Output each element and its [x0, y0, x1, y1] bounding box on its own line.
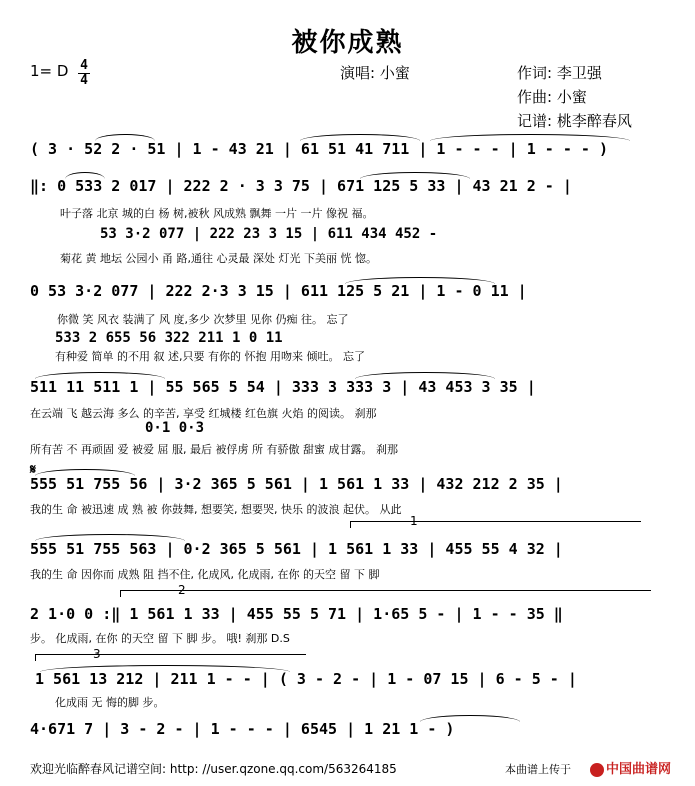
score-row-9-lyrics: 我的生 命 因你而 成熟 阻 挡不住, 化成风, 化成雨, 在你 的天空 留 下 脚	[30, 568, 380, 581]
score-row-12-notes: 4·671 7 | 3 - 2 - | 1 - - - | 6545 | 1 21 1 - )	[30, 720, 455, 738]
segno-sign: 𝄋	[30, 462, 37, 478]
score-row-10-notes: 2 1·0 0 :‖ 1 561 1 33 | 455 55 5 71 | 1·65 5 - | 1 - - 35 ‖	[30, 605, 563, 623]
time-signature	[78, 60, 90, 87]
upload-note: 本曲谱上传于	[505, 763, 571, 776]
lyricist-credit: 作词: 李卫强	[517, 64, 602, 82]
score-row-5-notes: 533 2 655 56 322 211 1 0 11	[55, 330, 283, 346]
score-row-8-lyrics: 我的生 命 被迅速 成 熟 被 你鼓舞, 想要笑, 想要哭, 快乐 的波浪 起伏。 从此	[30, 503, 402, 516]
score-row-3-lyrics: 菊花 黄 地坛 公园小 甬 路,通往 心灵最 深处 灯光 下美丽 恍 惚。	[60, 252, 377, 265]
score-row-3-notes: 53 3·2 077 | 222 23 3 15 | 611 434 452 -	[100, 226, 438, 242]
composer-credit: 作曲: 小蜜	[517, 88, 587, 106]
score-row-7-lyrics: 所有苦 不 再顽固 爱 被爱 屈 服, 最后 被俘虏 所 有骄傲 甜蜜 成甘露。 刹那	[30, 443, 398, 456]
footer-credit: 欢迎光临醉春风记谱空间: http: //user.qzone.qq.com/563264185	[30, 762, 397, 776]
site-logo-icon	[590, 763, 604, 777]
score-row-7-notes: 0·1 0·3	[145, 420, 205, 436]
volta-2: 2	[178, 583, 186, 597]
score-row-9-notes: 555 51 755 563 | 0·2 365 5 561 | 1 561 1 33 | 455 55 4 32 |	[30, 540, 563, 558]
score-row-10-lyrics: 步。 化成雨, 在你 的天空 留 下 脚 步。 哦! 刹那 D.S	[30, 632, 290, 645]
score-row-2-lyrics: 叶子落 北京 城的白 杨 树,被秋 风成熟 飘舞 一片 一片 像祝 福。	[60, 207, 374, 220]
song-title: 被你成熟	[291, 28, 404, 58]
score-row-8-notes: 555 51 755 56 | 3·2 365 5 561 | 1 561 1 33 | 432 212 2 35 |	[30, 475, 563, 493]
score-row-2-notes: ‖: 0 533 2 017 | 222 2 · 3 3 75 | 671 125 5 33 | 43 21 2 - |	[30, 177, 572, 195]
score-row-5-lyrics: 有种爱 简单 的不用 叙 述,只要 有你的 怀抱 用吻来 倾吐。 忘了	[55, 350, 365, 363]
score-row-1-notes: ( 3 · 52 2 · 51 | 1 - 43 21 | 61 51 41 711 | 1 - - - | 1 - - - )	[30, 140, 608, 158]
score-row-11-lyrics: 化成雨 无 悔的脚 步。	[55, 696, 165, 709]
site-logo-label: 中国曲谱网	[606, 762, 672, 777]
score-row-6-notes: 511 11 511 1 | 55 565 5 54 | 333 3 333 3 | 43 453 3 35 |	[30, 378, 536, 396]
site-logo[interactable]	[590, 758, 671, 777]
score-row-4-notes: 0 53 3·2 077 | 222 2·3 3 15 | 611 125 5 21 | 1 - 0 11 |	[30, 282, 527, 300]
score-row-11-notes: 1 561 13 212 | 211 1 - - | ( 3 - 2 - | 1 - 07 15 | 6 - 5 - |	[35, 670, 577, 688]
score-row-6-lyrics: 在云端 飞 越云海 多么 的辛苦, 享受 红城楼 红色旗 火焰 的阅读。 刹那	[30, 407, 377, 420]
time-signature-top: 4	[80, 58, 88, 73]
volta-3: 3	[93, 647, 101, 661]
score-row-4-lyrics: 你微 笑 风衣 装满了 风 度,多少 次梦里 见你 仍痴 往。 忘了	[57, 313, 349, 326]
transcriber-credit: 记谱: 桃李醉春风	[517, 112, 632, 130]
volta-1: 1	[410, 514, 418, 528]
key-signature: 1= D	[30, 62, 69, 80]
singer-credit: 演唱: 小蜜	[340, 64, 410, 82]
time-signature-bottom: 4	[80, 73, 88, 88]
